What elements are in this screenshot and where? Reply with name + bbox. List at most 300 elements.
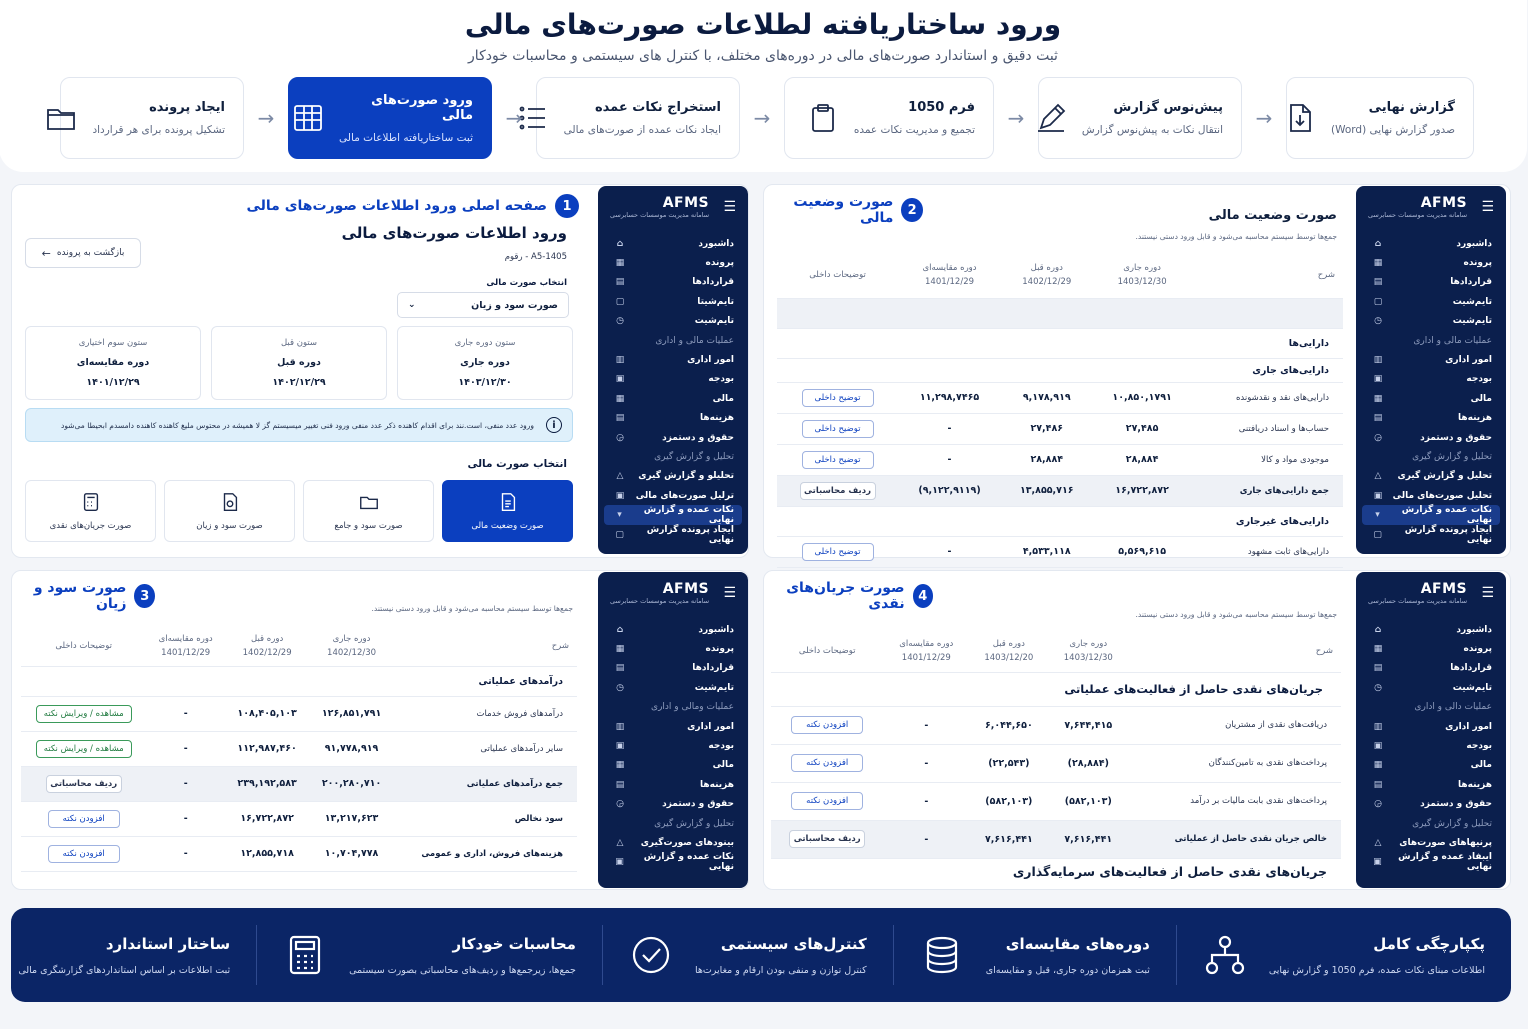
column-header-date: 1401/12/29 bbox=[926, 276, 976, 287]
sidebar-item[interactable] bbox=[605, 486, 743, 505]
sidebar-item[interactable] bbox=[1363, 409, 1501, 428]
column-header bbox=[1050, 630, 1129, 672]
sidebar-item[interactable] bbox=[1363, 273, 1501, 292]
value-cell[interactable]: - bbox=[184, 813, 189, 824]
table-row bbox=[778, 413, 1344, 444]
value-cell[interactable]: ۲۷,۴۸۶ bbox=[1031, 423, 1065, 434]
column-header bbox=[778, 252, 899, 298]
table-row bbox=[22, 801, 578, 836]
clipboard-icon bbox=[807, 101, 841, 135]
clock-icon: ◷ bbox=[1375, 316, 1383, 327]
sidebar-item-label: ایجاد پرونده گزارش نهایی bbox=[1405, 524, 1493, 545]
value-cell[interactable]: ۱۶,۷۲۲,۸۷۲ bbox=[241, 813, 295, 824]
sidebar-item-label: قراردادها bbox=[693, 277, 735, 288]
check-circle-icon bbox=[630, 933, 674, 977]
sidebar-items bbox=[599, 228, 749, 544]
file-icon: ▢ bbox=[1374, 529, 1383, 540]
sidebar-item[interactable] bbox=[1363, 756, 1501, 775]
sidebar-item-label: قراردادها bbox=[693, 663, 735, 674]
step-title: گزارش نهایی bbox=[1369, 100, 1456, 115]
sidebar-item[interactable] bbox=[605, 370, 743, 389]
choice-label: صورت جریان‌های نقدی bbox=[50, 521, 133, 531]
analytics-icon: ▣ bbox=[1374, 857, 1383, 868]
sidebar-item[interactable] bbox=[1363, 717, 1501, 736]
step-title: ورود صورت‌های مالی bbox=[372, 92, 474, 123]
sidebar-item-label: ایجاد پرونده گزارش نهایی bbox=[647, 524, 735, 545]
statement-icon bbox=[498, 491, 520, 513]
chart-icon: △ bbox=[617, 837, 625, 848]
column-head: ستون قبل bbox=[281, 338, 319, 348]
step-card[interactable] bbox=[785, 77, 995, 159]
arrow-left-icon: → bbox=[506, 106, 524, 130]
feature-title: دوره‌های مقایسه‌ای bbox=[1006, 934, 1151, 953]
menu-icon[interactable]: ☰ bbox=[1482, 199, 1495, 215]
value-cell[interactable]: - bbox=[948, 423, 953, 434]
statement-choice-card[interactable] bbox=[26, 480, 157, 542]
value-cell[interactable]: ۱۰۸,۴۰۵,۱۰۳ bbox=[238, 708, 298, 719]
sidebar-item[interactable] bbox=[1363, 736, 1501, 755]
value-cell[interactable]: - bbox=[184, 708, 189, 719]
value-cell[interactable]: - bbox=[925, 719, 930, 731]
sidebar-item[interactable] bbox=[605, 736, 743, 755]
home-icon: ⌂ bbox=[1375, 238, 1383, 249]
section-row bbox=[22, 666, 578, 696]
doc-icon: ▤ bbox=[1374, 663, 1384, 674]
row-label: حساب‌ها و اسناد دریافتنی bbox=[1239, 423, 1330, 434]
wallet-icon: ▣ bbox=[1374, 374, 1384, 385]
panel-title: صورت سود و زیان bbox=[34, 580, 128, 612]
choice-label: صورت سود و زیان bbox=[197, 521, 264, 531]
workflow-steps bbox=[40, 76, 1475, 160]
sidebar-item[interactable] bbox=[1363, 775, 1501, 794]
sidebar-item-label: پرونده bbox=[1464, 258, 1493, 269]
value-cell[interactable]: ۲۸,۸۸۴ bbox=[1126, 454, 1160, 465]
page-icon: ▢ bbox=[1374, 296, 1384, 307]
sidebar-item-label: حقوق و دستمزد bbox=[1421, 432, 1493, 443]
sidebar-item bbox=[605, 447, 743, 466]
column-header-date: 1403/12/30 bbox=[1064, 652, 1114, 663]
page-subtitle: ثبت دقیق و استاندارد صورت‌های مالی در دوره‌های مختلف، با کنترل های سیستمی و محاسبات خودکار bbox=[469, 48, 1059, 64]
table-row bbox=[772, 744, 1342, 782]
balance-sheet-table bbox=[778, 252, 1344, 568]
sidebar-item[interactable] bbox=[605, 428, 743, 447]
arrow-left-icon: → bbox=[754, 106, 772, 130]
section-label: دارایی‌ها bbox=[1289, 337, 1330, 349]
building-icon: ▥ bbox=[616, 721, 626, 732]
page-title: ورود ساختاریافته لطلاعات صورت‌های مالی bbox=[465, 8, 1063, 41]
table-header-row bbox=[22, 626, 578, 666]
value-cell[interactable]: ۷,۶۱۶,۴۴۱ bbox=[985, 833, 1034, 845]
sidebar-item-label: عملیات مالی و اداری bbox=[1414, 335, 1493, 346]
table-row bbox=[22, 696, 578, 731]
value-cell[interactable]: ۷,۶۱۶,۴۴۱ bbox=[1065, 833, 1114, 845]
column-header-label: دوره جاری bbox=[1124, 262, 1162, 273]
coin-icon: ◶ bbox=[617, 432, 625, 443]
feature-title: کنترل‌های سیستمی bbox=[721, 934, 868, 953]
sidebar-item[interactable] bbox=[1363, 486, 1501, 505]
step-desc: صدور گزارش نهایی (Word) bbox=[1331, 124, 1456, 136]
value-cell[interactable]: ۱۲۶,۸۵۱,۷۹۱ bbox=[322, 708, 383, 719]
statement-choice-card[interactable] bbox=[443, 480, 574, 542]
cash-flow-table bbox=[772, 630, 1342, 859]
value-cell[interactable]: - bbox=[925, 757, 930, 769]
table-row bbox=[772, 820, 1342, 858]
folder-icon bbox=[45, 101, 79, 135]
value-cell[interactable]: - bbox=[184, 848, 189, 859]
value-cell[interactable]: (۹,۱۲۲,۹۱۱۹) bbox=[919, 485, 982, 496]
column-header bbox=[22, 626, 147, 666]
wallet-icon: ▣ bbox=[616, 374, 626, 385]
sidebar-item-label: تایم‌شیتا bbox=[698, 296, 735, 307]
network-icon bbox=[1204, 933, 1248, 977]
value-cell[interactable]: ۲۰۰,۲۸۰,۷۱۰ bbox=[322, 778, 383, 789]
value-cell[interactable]: (۲۲,۵۴۳) bbox=[989, 757, 1031, 769]
feature-desc: ثبت اطلاعات بر اساس استانداردهای گزارشگری مالی bbox=[19, 964, 232, 976]
sidebar-item-label: داشبورد bbox=[1457, 624, 1493, 635]
sidebar-item[interactable] bbox=[1363, 853, 1501, 872]
value-cell[interactable]: ۹۱,۷۷۸,۹۱۹ bbox=[325, 743, 380, 754]
step-title: پیش‌نوس گزارش bbox=[1114, 100, 1224, 115]
menu-icon[interactable]: ☰ bbox=[1482, 585, 1495, 601]
value-cell[interactable]: ۱۰,۸۵۰,۱۷۹۱ bbox=[1113, 392, 1173, 403]
add-note-button[interactable]: افزودن نکته bbox=[792, 792, 864, 810]
column-header-label: دوره قبل bbox=[252, 633, 285, 644]
feature-item bbox=[603, 925, 894, 985]
sidebar-item[interactable] bbox=[605, 853, 743, 872]
table-row bbox=[22, 766, 578, 801]
step-card[interactable] bbox=[61, 77, 245, 159]
sidebar-item[interactable] bbox=[605, 678, 743, 697]
sidebar-item-label: تایم‌شیت bbox=[695, 316, 735, 327]
value-cell[interactable]: ۱۱,۲۹۸,۷۴۶۵ bbox=[920, 392, 981, 403]
coin-icon: ◶ bbox=[617, 799, 625, 810]
column-name: دوره مقایسه‌ای bbox=[77, 357, 151, 368]
value-cell[interactable]: ۶,۰۴۴,۶۵۰ bbox=[985, 719, 1034, 731]
column-date: ۱۴۰۳/۱۲/۳۰ bbox=[459, 377, 513, 388]
value-cell[interactable]: ۴,۵۳۳,۱۱۸ bbox=[1023, 546, 1072, 557]
period-column-card[interactable] bbox=[212, 326, 388, 400]
add-note-button[interactable]: افزودن نکته bbox=[792, 754, 864, 772]
doc-icon: ▤ bbox=[616, 663, 626, 674]
value-cell[interactable]: ۱۲,۸۵۵,۷۱۸ bbox=[241, 848, 295, 859]
column-header-date: 1402/12/29 bbox=[1023, 276, 1073, 287]
sidebar-item[interactable] bbox=[605, 639, 743, 658]
sidebar-item bbox=[1363, 331, 1501, 350]
value-cell[interactable]: - bbox=[948, 546, 953, 557]
sidebar-item[interactable] bbox=[605, 253, 743, 272]
step-desc: ثبت ساختاریافته اطلاعات مالی bbox=[340, 131, 474, 144]
column-header-date: 1401/12/29 bbox=[162, 647, 212, 658]
bank-icon: ▦ bbox=[616, 760, 626, 771]
brand-tagline: سامانه مدیریت موسسات حسابرسی bbox=[611, 211, 711, 219]
sidebar-item[interactable] bbox=[605, 312, 743, 331]
sidebar-item[interactable] bbox=[605, 717, 743, 736]
row-label: پرداخت‌های نقدی به تامین‌کنندگان bbox=[1209, 758, 1328, 768]
sidebar-item-label: تحلیل و گزارش گیری bbox=[1413, 451, 1493, 462]
menu-icon[interactable]: ☰ bbox=[724, 585, 737, 601]
notice-text: ورود عدد منفی، است.نند برای اقدام کاهنده ذکر عدد منفی ورود فنی تغییر میسیستم گز لا همیشه در محتوس ملیغ کاهنده کاهنده دامسدم ابحیطا می‌شود bbox=[62, 420, 535, 430]
sidebar-item bbox=[605, 814, 743, 833]
sidebar-item[interactable] bbox=[1363, 620, 1501, 639]
investing-heading: جریان‌های نقدی حاصل از فعالیت‌های سرمایه‌گذاری bbox=[1013, 864, 1328, 879]
step-desc: تشکیل پرونده برای هر قرارداد bbox=[93, 124, 226, 136]
feature-item bbox=[0, 925, 257, 985]
choice-label: صورت سود و جامع bbox=[335, 521, 404, 531]
add-note-button[interactable]: توضیح داخلی bbox=[803, 543, 875, 561]
column-header bbox=[899, 252, 1002, 298]
sidebar-item[interactable] bbox=[1363, 659, 1501, 678]
table-row bbox=[772, 706, 1342, 744]
sidebar-item-label: امور اداری bbox=[688, 355, 735, 366]
value-cell[interactable]: - bbox=[925, 833, 930, 845]
sidebar-item[interactable] bbox=[1363, 833, 1501, 852]
statement-choice-card[interactable] bbox=[304, 480, 435, 542]
home-icon: ⌂ bbox=[617, 624, 625, 635]
sidebar-item-label: مالی bbox=[1471, 393, 1493, 404]
sidebar-item[interactable] bbox=[1363, 795, 1501, 814]
sidebar-item[interactable] bbox=[605, 795, 743, 814]
view-edit-note-button[interactable]: مشاهده / ویرایش نکته bbox=[37, 705, 133, 723]
sidebar-item[interactable] bbox=[1363, 389, 1501, 408]
column-header-date: 1403/12/20 bbox=[985, 652, 1035, 663]
auto-calc-note: جمع‌ها توسط سیستم محاسبه می‌شود و قابل ورود دستی نیستند. bbox=[1136, 232, 1338, 241]
value-cell[interactable]: ۱۳,۲۱۷,۶۲۳ bbox=[325, 813, 380, 824]
sidebar-item-label: نکات عمده و گزارش نهایی bbox=[1402, 505, 1493, 526]
receipt-icon: ▤ bbox=[1374, 779, 1384, 790]
sidebar-item[interactable] bbox=[1363, 505, 1501, 524]
statement-select[interactable] bbox=[398, 292, 570, 318]
spacer-row bbox=[778, 298, 1344, 328]
select-label: انتخاب صورت مالی bbox=[487, 278, 568, 288]
sidebar-item bbox=[605, 331, 743, 350]
brand-tagline: سامانه مدیریت موسسات حسابرسی bbox=[1369, 211, 1469, 219]
sidebar-item-label: امور اداری bbox=[1446, 355, 1493, 366]
sidebar-item-label: ترلیل صورت‌های مالی bbox=[636, 490, 735, 501]
statement-choices bbox=[26, 480, 574, 542]
calculated-row-badge: ردیف محاسباتی bbox=[801, 482, 877, 500]
view-edit-note-button[interactable]: مشاهده / ویرایش نکته bbox=[37, 740, 133, 758]
add-note-button[interactable]: افزودن نکته bbox=[792, 716, 864, 734]
page-icon: ▢ bbox=[616, 296, 626, 307]
sidebar-item-label: قراردادها bbox=[1451, 277, 1493, 288]
add-note-button[interactable]: توضیح داخلی bbox=[803, 451, 875, 469]
analytics-icon: ▣ bbox=[1374, 490, 1384, 501]
sidebar-item-label: هزینه‌ها bbox=[701, 779, 735, 790]
receipt-icon: ▤ bbox=[1374, 413, 1384, 424]
sidebar-item[interactable] bbox=[605, 525, 743, 544]
sidebar-item[interactable] bbox=[1363, 467, 1501, 486]
value-cell[interactable]: (۲۸,۸۸۴) bbox=[1068, 757, 1110, 769]
value-cell[interactable]: ۲۷,۴۸۵ bbox=[1126, 423, 1160, 434]
statement-heading: صورت وضعیت مالی bbox=[1209, 208, 1338, 223]
row-label: دارایی‌های ثابت مشهود bbox=[1248, 546, 1330, 557]
section-row bbox=[772, 672, 1342, 706]
wallet-icon: ▣ bbox=[1374, 741, 1384, 752]
file-download-icon bbox=[1284, 101, 1318, 135]
calculator-icon bbox=[81, 491, 103, 513]
sidebar-item[interactable] bbox=[605, 775, 743, 794]
back-to-file-button[interactable] bbox=[26, 238, 142, 268]
sidebar-item-label: پرنیهاهای صورت‌های bbox=[1400, 837, 1493, 848]
calculator-icon bbox=[284, 933, 328, 977]
sidebar-item-label: تحلیل و گزارش گیری bbox=[1413, 818, 1493, 829]
chevron-icon: ▾ bbox=[1376, 510, 1381, 521]
period-column-card[interactable] bbox=[398, 326, 574, 400]
sidebar-items bbox=[1357, 614, 1507, 872]
period-column-card[interactable] bbox=[26, 326, 202, 400]
value-cell[interactable]: (۵۸۲,۱۰۳) bbox=[1065, 795, 1113, 807]
feature-desc: کنترل توازن و منفی بودن ارقام و مغایرت‌ها bbox=[695, 964, 868, 976]
sidebar-item[interactable] bbox=[605, 292, 743, 311]
feature-title: ساختار استاندارد bbox=[106, 934, 232, 953]
file-code: 1405-A5 - رقوم bbox=[505, 252, 568, 262]
feature-title: پکپارچگی کامل bbox=[1374, 934, 1486, 953]
table-row bbox=[772, 782, 1342, 820]
table-icon bbox=[292, 101, 326, 135]
add-note-button[interactable]: توضیح داخلی bbox=[803, 420, 875, 438]
sidebar-item[interactable] bbox=[1363, 312, 1501, 331]
chart-icon: △ bbox=[1375, 837, 1383, 848]
sidebar-item[interactable] bbox=[1363, 428, 1501, 447]
table-row bbox=[22, 836, 578, 871]
value-cell[interactable]: ۱۳,۸۵۵,۷۱۶ bbox=[1020, 485, 1075, 496]
arrow-left-icon: → bbox=[258, 106, 276, 130]
grid-icon: ▦ bbox=[616, 644, 626, 655]
sidebar-item-label: داشبورد bbox=[1457, 238, 1493, 249]
section-row bbox=[778, 358, 1344, 382]
sidebar-item[interactable] bbox=[1363, 525, 1501, 544]
step-title: ایجاد پرونده bbox=[150, 100, 226, 115]
grid-icon: ▦ bbox=[1374, 644, 1384, 655]
sidebar-item[interactable] bbox=[1363, 253, 1501, 272]
menu-icon[interactable]: ☰ bbox=[724, 199, 737, 215]
analytics-icon: ▣ bbox=[616, 857, 625, 868]
sidebar-item bbox=[1363, 814, 1501, 833]
brand-tagline: سامانه مدیریت موسسات حسابرسی bbox=[1369, 597, 1469, 605]
sidebar-item-label: تحلیل و گزارش گیری bbox=[655, 451, 735, 462]
panel1-content bbox=[18, 190, 586, 552]
sidebar-item bbox=[1363, 698, 1501, 717]
column-header bbox=[772, 630, 884, 672]
value-cell[interactable]: - bbox=[184, 743, 189, 754]
value-cell[interactable]: ۱۶,۷۲۲,۸۷۲ bbox=[1116, 485, 1170, 496]
statement-choice-card[interactable] bbox=[165, 480, 296, 542]
sidebar-item-label: مالی bbox=[713, 760, 735, 771]
sidebar-item[interactable] bbox=[1363, 678, 1501, 697]
database-icon bbox=[921, 933, 965, 977]
sidebar-item[interactable] bbox=[605, 350, 743, 369]
column-header-date: 1403/12/30 bbox=[1118, 276, 1168, 287]
table-row bbox=[778, 444, 1344, 475]
add-note-button[interactable]: توضیح داخلی bbox=[803, 389, 875, 407]
sidebar-item-label: داشبورد bbox=[699, 624, 735, 635]
sidebar-item[interactable] bbox=[605, 505, 743, 524]
step-number-badge: 2 bbox=[902, 198, 924, 222]
sidebar-item[interactable] bbox=[605, 409, 743, 428]
value-cell[interactable]: ۵,۵۶۹,۶۱۵ bbox=[1119, 546, 1168, 557]
add-note-button[interactable]: افزودن نکته bbox=[49, 845, 121, 863]
value-cell[interactable]: - bbox=[184, 778, 189, 789]
wallet-icon: ▣ bbox=[616, 741, 626, 752]
sidebar-item[interactable] bbox=[1363, 292, 1501, 311]
building-icon: ▥ bbox=[616, 355, 626, 366]
sidebar-item[interactable] bbox=[605, 833, 743, 852]
sidebar-item-label: امور اداری bbox=[1446, 721, 1493, 732]
row-label: دارایی‌های نقد و نقدشونده bbox=[1236, 392, 1330, 403]
step-card[interactable] bbox=[537, 77, 741, 159]
calculated-row-badge: ردیف محاسباتی bbox=[790, 830, 866, 848]
feature-item bbox=[1177, 925, 1512, 985]
bank-icon: ▦ bbox=[1374, 760, 1384, 771]
chevron-down-icon: ⌄ bbox=[409, 300, 417, 310]
clock-icon: ◷ bbox=[617, 682, 625, 693]
sidebar-item-label: تحلیل و گزارش گیری bbox=[1398, 471, 1493, 482]
document-icon bbox=[220, 491, 242, 513]
sidebar-item[interactable] bbox=[1363, 234, 1501, 253]
feature-item bbox=[257, 925, 603, 985]
sidebar-item[interactable] bbox=[605, 467, 743, 486]
info-icon: i bbox=[547, 417, 563, 433]
value-cell[interactable]: ۲۸,۸۸۴ bbox=[1031, 454, 1065, 465]
sidebar-item-label: تایم‌شیت bbox=[695, 682, 735, 693]
panel-title: صفحه اصلی ورود اطلاعات صورت‌های مالی bbox=[247, 198, 548, 214]
row-label: خالص جریان نقدی حاصل از عملیاتی bbox=[1175, 834, 1328, 844]
sidebar-item[interactable] bbox=[605, 234, 743, 253]
home-icon: ⌂ bbox=[1375, 624, 1383, 635]
sidebar-item bbox=[605, 698, 743, 717]
add-note-button[interactable]: افزودن نکته bbox=[49, 810, 121, 828]
value-cell[interactable]: (۵۸۲,۱۰۳) bbox=[986, 795, 1034, 807]
value-cell[interactable]: ۹,۱۷۸,۹۱۹ bbox=[1023, 392, 1072, 403]
sidebar-item-label: مالی bbox=[713, 393, 735, 404]
value-cell[interactable]: ۱۰,۷۰۴,۷۷۸ bbox=[325, 848, 380, 859]
section-label: جریان‌های نقدی حاصل از فعالیت‌های عملیاتی bbox=[1065, 682, 1324, 696]
sidebar-item-label: عملیات ومالی و اداری bbox=[652, 702, 735, 713]
auto-calc-note: جمع‌ها توسط سیستم محاسبه می‌شود و قابل ورود دستی نیستند. bbox=[1136, 610, 1338, 619]
column-header bbox=[1002, 252, 1094, 298]
arrow-left-icon: ← bbox=[42, 246, 52, 260]
feature-desc: ثبت همزمان دوره جاری، قبل و مقایسه‌ای bbox=[986, 964, 1151, 976]
table-header-row bbox=[772, 630, 1342, 672]
sidebar-item[interactable] bbox=[1363, 370, 1501, 389]
sidebar-item-label: بودجه bbox=[709, 374, 735, 385]
value-cell[interactable]: - bbox=[925, 795, 930, 807]
choice-label: صورت وضعیت مالی bbox=[472, 521, 545, 531]
value-cell[interactable]: ۲۳۹,۱۹۲,۵۸۳ bbox=[238, 778, 298, 789]
step-card[interactable] bbox=[289, 77, 493, 159]
receipt-icon: ▤ bbox=[616, 779, 626, 790]
sidebar-item[interactable] bbox=[605, 659, 743, 678]
sidebar-item[interactable] bbox=[605, 389, 743, 408]
value-cell[interactable]: ۷,۶۴۴,۴۱۵ bbox=[1065, 719, 1114, 731]
step-card[interactable] bbox=[1039, 77, 1243, 159]
value-cell[interactable]: - bbox=[948, 454, 953, 465]
step-title: فرم 1050 bbox=[909, 100, 976, 115]
sidebar-item-label: حقوق و دستمزد bbox=[663, 799, 735, 810]
sidebar-item-label: تایم‌شیت bbox=[1453, 296, 1493, 307]
grid-icon: ▦ bbox=[1374, 258, 1384, 269]
sidebar-item[interactable] bbox=[605, 273, 743, 292]
value-cell[interactable]: ۱۱۲,۹۸۷,۴۶۰ bbox=[238, 743, 298, 754]
step-card[interactable] bbox=[1287, 77, 1475, 159]
column-header-label: شرح bbox=[552, 640, 570, 651]
sidebar-item[interactable] bbox=[605, 756, 743, 775]
sidebar-item[interactable] bbox=[605, 620, 743, 639]
sidebar-item[interactable] bbox=[1363, 639, 1501, 658]
sidebar-item[interactable] bbox=[1363, 350, 1501, 369]
sidebar-item-label: تایم‌شیت bbox=[1453, 316, 1493, 327]
file-icon: ▢ bbox=[616, 529, 625, 540]
